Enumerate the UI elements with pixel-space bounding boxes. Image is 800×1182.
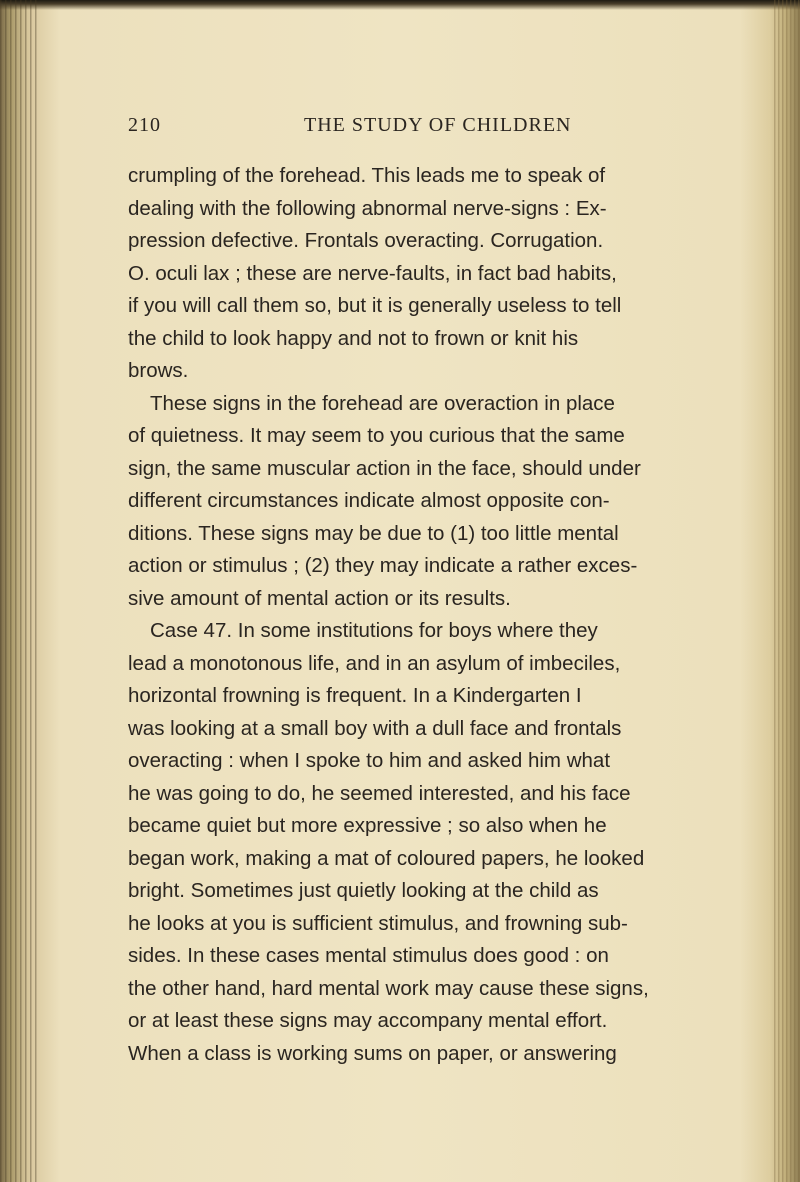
text-line: became quiet but more expressive ; so also when he: [128, 814, 607, 837]
running-title: THE STUDY OF CHILDREN: [304, 114, 572, 136]
text-line: he looks at you is sufficient stimulus, and frowning sub-: [128, 911, 628, 935]
text-line: When a class is working sums on paper, or answering: [128, 1041, 617, 1065]
text-line: if you will call them so, but it is generally useless to tell: [128, 294, 622, 317]
text-line: ditions. These signs may be due to (1) too little mental: [128, 521, 619, 545]
body-text: [128, 160, 738, 1070]
text-line: Case 47. In some institutions for boys where they: [150, 619, 598, 642]
text-line: overacting : when I spoke to him and asked him what: [128, 749, 611, 772]
text-line: pression defective. Frontals overacting. Corrugation.: [128, 229, 604, 252]
text-line: lead a monotonous life, and in an asylum of imbeciles,: [128, 651, 621, 675]
text-line: began work, making a mat of coloured papers, he looked: [128, 846, 645, 870]
text-line: brows.: [128, 359, 189, 382]
page-number: 210: [128, 114, 161, 136]
text-line: dealing with the following abnormal nerve-signs : Ex-: [128, 196, 607, 220]
text-line: sive amount of mental action or its results.: [128, 586, 511, 610]
text-line: O. oculi lax ; these are nerve-faults, in fact bad habits,: [128, 261, 617, 285]
page-header: [128, 114, 728, 144]
page-fore-edge: [774, 0, 800, 1182]
text-line: he was going to do, he seemed interested, and his face: [128, 781, 631, 805]
text-line: sign, the same muscular action in the face, should under: [128, 456, 641, 480]
text-line: sides. In these cases mental stimulus does good : on: [128, 944, 609, 967]
text-line: was looking at a small boy with a dull face and frontals: [128, 716, 622, 740]
text-line: action or stimulus ; (2) they may indicate a rather exces-: [128, 554, 638, 577]
text-line: horizontal frowning is frequent. In a Kindergarten I: [128, 684, 582, 707]
text-line: bright. Sometimes just quietly looking at the child as: [128, 879, 599, 902]
page-top-edge: [0, 0, 800, 10]
text-line: crumpling of the forehead. This leads me to speak of: [128, 164, 606, 187]
text-line: or at least these signs may accompany mental effort.: [128, 1009, 608, 1032]
text-line: of quietness. It may seem to you curious that the same: [128, 424, 625, 447]
text-line: These signs in the forehead are overaction in place: [150, 391, 615, 415]
text-line: the child to look happy and not to frown or knit his: [128, 326, 579, 350]
text-line: different circumstances indicate almost opposite con-: [128, 489, 610, 512]
text-line: the other hand, hard mental work may cause these signs,: [128, 976, 649, 1000]
book-spine-gutter: [0, 0, 40, 1182]
